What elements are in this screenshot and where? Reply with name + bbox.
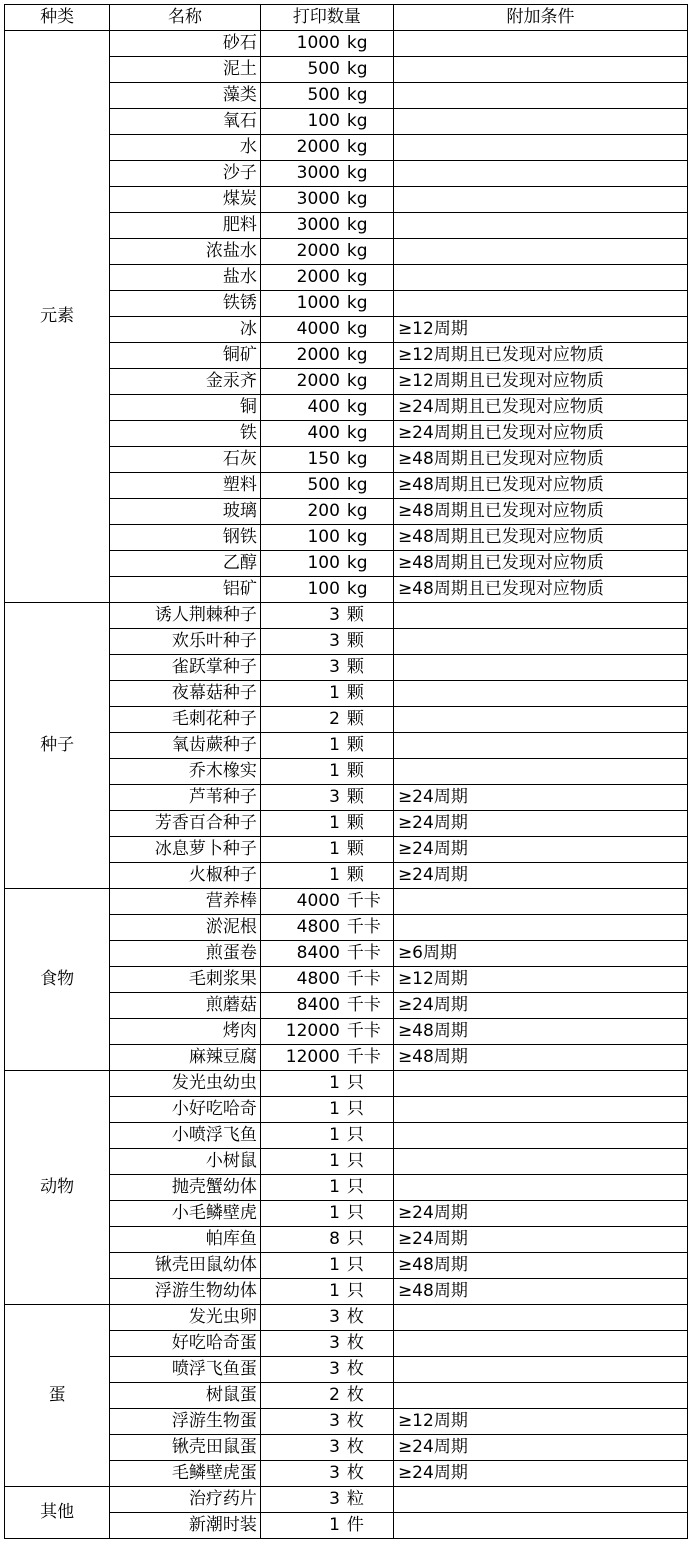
condition-cell: ≥48周期 — [393, 1019, 687, 1045]
quantity-cell: 4800 — [260, 915, 343, 941]
name-cell: 盐水 — [110, 265, 261, 291]
name-cell: 夜幕菇种子 — [110, 681, 261, 707]
condition-cell — [393, 265, 687, 291]
condition-cell: ≥24周期 — [393, 993, 687, 1019]
condition-cell — [393, 1487, 687, 1513]
unit-cell: 粒 — [343, 1487, 394, 1513]
condition-cell: ≥24周期且已发现对应物质 — [393, 421, 687, 447]
condition-cell — [393, 1383, 687, 1409]
name-cell: 麻辣豆腐 — [110, 1045, 261, 1071]
table-row — [5, 1071, 688, 1097]
quantity-cell: 3 — [260, 1357, 343, 1383]
condition-cell: ≥48周期 — [393, 1279, 687, 1305]
quantity-cell: 8400 — [260, 993, 343, 1019]
condition-cell: ≥24周期 — [393, 1435, 687, 1461]
condition-cell: ≥48周期且已发现对应物质 — [393, 447, 687, 473]
unit-cell: 枚 — [343, 1331, 394, 1357]
quantity-cell: 1 — [260, 1097, 343, 1123]
condition-cell: ≥6周期 — [393, 941, 687, 967]
quantity-cell: 500 — [260, 57, 343, 83]
quantity-cell: 1 — [260, 759, 343, 785]
table-row — [5, 1305, 688, 1331]
unit-cell: 只 — [343, 1071, 394, 1097]
quantity-cell: 1 — [260, 837, 343, 863]
unit-cell: 颗 — [343, 863, 394, 889]
quantity-cell: 2000 — [260, 369, 343, 395]
quantity-cell: 1 — [260, 1253, 343, 1279]
condition-cell — [393, 1071, 687, 1097]
condition-cell: ≥48周期且已发现对应物质 — [393, 551, 687, 577]
condition-cell: ≥24周期且已发现对应物质 — [393, 395, 687, 421]
condition-cell — [393, 1357, 687, 1383]
quantity-cell: 3 — [260, 629, 343, 655]
quantity-cell: 2000 — [260, 265, 343, 291]
quantity-cell: 1 — [260, 1201, 343, 1227]
unit-cell: kg — [343, 291, 394, 317]
unit-cell: 枚 — [343, 1383, 394, 1409]
unit-cell: 颗 — [343, 707, 394, 733]
header-row — [5, 5, 688, 31]
quantity-cell: 1 — [260, 681, 343, 707]
name-cell: 煤炭 — [110, 187, 261, 213]
quantity-cell: 500 — [260, 473, 343, 499]
name-cell: 冰息萝卜种子 — [110, 837, 261, 863]
condition-cell: ≥24周期 — [393, 1227, 687, 1253]
name-cell: 冰 — [110, 317, 261, 343]
unit-cell: 只 — [343, 1253, 394, 1279]
name-cell: 毛刺花种子 — [110, 707, 261, 733]
quantity-cell: 3000 — [260, 161, 343, 187]
condition-cell: ≥48周期 — [393, 1253, 687, 1279]
category-cell: 其他 — [5, 1487, 110, 1539]
table-row — [5, 889, 688, 915]
quantity-cell: 12000 — [260, 1019, 343, 1045]
quantity-cell: 4800 — [260, 967, 343, 993]
name-cell: 新潮时装 — [110, 1513, 261, 1539]
unit-cell: 枚 — [343, 1305, 394, 1331]
condition-cell: ≥24周期 — [393, 785, 687, 811]
quantity-cell: 4000 — [260, 317, 343, 343]
quantity-cell: 2 — [260, 707, 343, 733]
quantity-cell: 1 — [260, 1149, 343, 1175]
quantity-cell: 8 — [260, 1227, 343, 1253]
name-cell: 浮游生物蛋 — [110, 1409, 261, 1435]
table-body — [5, 31, 688, 1539]
unit-cell: kg — [343, 317, 394, 343]
quantity-cell: 1 — [260, 1071, 343, 1097]
name-cell: 喷浮飞鱼蛋 — [110, 1357, 261, 1383]
name-cell: 铁 — [110, 421, 261, 447]
condition-cell — [393, 629, 687, 655]
name-cell: 塑料 — [110, 473, 261, 499]
condition-cell: ≥12周期 — [393, 967, 687, 993]
name-cell: 泥土 — [110, 57, 261, 83]
unit-cell: 颗 — [343, 837, 394, 863]
condition-cell: ≥48周期且已发现对应物质 — [393, 499, 687, 525]
unit-cell: 颗 — [343, 811, 394, 837]
header-name: 名称 — [110, 5, 261, 31]
name-cell: 小好吃哈奇 — [110, 1097, 261, 1123]
unit-cell: kg — [343, 577, 394, 603]
condition-cell — [393, 1331, 687, 1357]
quantity-cell: 500 — [260, 83, 343, 109]
name-cell: 好吃哈奇蛋 — [110, 1331, 261, 1357]
quantity-cell: 1000 — [260, 291, 343, 317]
condition-cell: ≥24周期 — [393, 811, 687, 837]
name-cell: 铜矿 — [110, 343, 261, 369]
quantity-cell: 2000 — [260, 343, 343, 369]
condition-cell: ≥24周期 — [393, 837, 687, 863]
name-cell: 煎蛋卷 — [110, 941, 261, 967]
name-cell: 小树鼠 — [110, 1149, 261, 1175]
unit-cell: kg — [343, 265, 394, 291]
name-cell: 欢乐叶种子 — [110, 629, 261, 655]
unit-cell: kg — [343, 239, 394, 265]
quantity-cell: 3 — [260, 1305, 343, 1331]
category-cell: 元素 — [5, 31, 110, 603]
condition-cell: ≥12周期 — [393, 317, 687, 343]
name-cell: 石灰 — [110, 447, 261, 473]
quantity-cell: 12000 — [260, 1045, 343, 1071]
unit-cell: kg — [343, 31, 394, 57]
name-cell: 锹壳田鼠蛋 — [110, 1435, 261, 1461]
table-row — [5, 1487, 688, 1513]
unit-cell: 只 — [343, 1097, 394, 1123]
quantity-cell: 1 — [260, 733, 343, 759]
name-cell: 铝矿 — [110, 577, 261, 603]
condition-cell: ≥24周期 — [393, 1461, 687, 1487]
name-cell: 毛刺浆果 — [110, 967, 261, 993]
unit-cell: kg — [343, 447, 394, 473]
print-table — [4, 4, 688, 1539]
category-cell: 动物 — [5, 1071, 110, 1305]
condition-cell — [393, 1175, 687, 1201]
name-cell: 砂石 — [110, 31, 261, 57]
name-cell: 发光虫幼虫 — [110, 1071, 261, 1097]
condition-cell — [393, 187, 687, 213]
condition-cell — [393, 57, 687, 83]
name-cell: 帕库鱼 — [110, 1227, 261, 1253]
name-cell: 乔木橡实 — [110, 759, 261, 785]
name-cell: 毛鳞壁虎蛋 — [110, 1461, 261, 1487]
quantity-cell: 3 — [260, 785, 343, 811]
unit-cell: 枚 — [343, 1435, 394, 1461]
unit-cell: 千卡 — [343, 967, 394, 993]
unit-cell: kg — [343, 57, 394, 83]
unit-cell: 千卡 — [343, 889, 394, 915]
unit-cell: 只 — [343, 1201, 394, 1227]
unit-cell: 只 — [343, 1123, 394, 1149]
name-cell: 淤泥根 — [110, 915, 261, 941]
condition-cell — [393, 31, 687, 57]
unit-cell: kg — [343, 135, 394, 161]
table-row — [5, 31, 688, 57]
quantity-cell: 1 — [260, 811, 343, 837]
condition-cell: ≥12周期且已发现对应物质 — [393, 343, 687, 369]
name-cell: 营养棒 — [110, 889, 261, 915]
name-cell: 肥料 — [110, 213, 261, 239]
quantity-cell: 1000 — [260, 31, 343, 57]
name-cell: 藻类 — [110, 83, 261, 109]
condition-cell: ≥48周期 — [393, 1045, 687, 1071]
name-cell: 沙子 — [110, 161, 261, 187]
condition-cell — [393, 239, 687, 265]
quantity-cell: 3 — [260, 1409, 343, 1435]
condition-cell — [393, 109, 687, 135]
unit-cell: 千卡 — [343, 941, 394, 967]
condition-cell — [393, 759, 687, 785]
unit-cell: kg — [343, 525, 394, 551]
name-cell: 铜 — [110, 395, 261, 421]
quantity-cell: 1 — [260, 1175, 343, 1201]
unit-cell: 颗 — [343, 759, 394, 785]
category-cell: 种子 — [5, 603, 110, 889]
condition-cell: ≥24周期 — [393, 1201, 687, 1227]
header-category: 种类 — [5, 5, 110, 31]
name-cell: 玻璃 — [110, 499, 261, 525]
unit-cell: 枚 — [343, 1461, 394, 1487]
name-cell: 水 — [110, 135, 261, 161]
condition-cell — [393, 733, 687, 759]
quantity-cell: 100 — [260, 577, 343, 603]
condition-cell — [393, 161, 687, 187]
quantity-cell: 3000 — [260, 187, 343, 213]
name-cell: 小喷浮飞鱼 — [110, 1123, 261, 1149]
condition-cell — [393, 213, 687, 239]
quantity-cell: 400 — [260, 395, 343, 421]
unit-cell: 颗 — [343, 681, 394, 707]
condition-cell: ≥24周期 — [393, 863, 687, 889]
quantity-cell: 1 — [260, 1513, 343, 1539]
condition-cell — [393, 681, 687, 707]
unit-cell: 只 — [343, 1279, 394, 1305]
unit-cell: 颗 — [343, 603, 394, 629]
name-cell: 火椒种子 — [110, 863, 261, 889]
quantity-cell: 3 — [260, 655, 343, 681]
quantity-cell: 100 — [260, 525, 343, 551]
name-cell: 芦苇种子 — [110, 785, 261, 811]
quantity-cell: 8400 — [260, 941, 343, 967]
quantity-cell: 3 — [260, 1331, 343, 1357]
unit-cell: 千卡 — [343, 993, 394, 1019]
condition-cell — [393, 1123, 687, 1149]
condition-cell — [393, 83, 687, 109]
name-cell: 烤肉 — [110, 1019, 261, 1045]
condition-cell — [393, 135, 687, 161]
header-quantity: 打印数量 — [260, 5, 393, 31]
category-cell: 蛋 — [5, 1305, 110, 1487]
condition-cell — [393, 291, 687, 317]
quantity-cell: 3 — [260, 1461, 343, 1487]
name-cell: 煎蘑菇 — [110, 993, 261, 1019]
header-condition: 附加条件 — [393, 5, 687, 31]
name-cell: 雀跃掌种子 — [110, 655, 261, 681]
condition-cell — [393, 889, 687, 915]
unit-cell: kg — [343, 473, 394, 499]
condition-cell — [393, 1513, 687, 1539]
table-row — [5, 603, 688, 629]
unit-cell: 只 — [343, 1149, 394, 1175]
name-cell: 诱人荆棘种子 — [110, 603, 261, 629]
name-cell: 铁锈 — [110, 291, 261, 317]
unit-cell: 千卡 — [343, 1019, 394, 1045]
quantity-cell: 3000 — [260, 213, 343, 239]
name-cell: 氧齿蕨种子 — [110, 733, 261, 759]
unit-cell: kg — [343, 369, 394, 395]
condition-cell: ≥48周期且已发现对应物质 — [393, 473, 687, 499]
name-cell: 树鼠蛋 — [110, 1383, 261, 1409]
unit-cell: kg — [343, 551, 394, 577]
quantity-cell: 2000 — [260, 239, 343, 265]
unit-cell: kg — [343, 109, 394, 135]
name-cell: 乙醇 — [110, 551, 261, 577]
name-cell: 发光虫卵 — [110, 1305, 261, 1331]
unit-cell: kg — [343, 343, 394, 369]
unit-cell: kg — [343, 213, 394, 239]
quantity-cell: 3 — [260, 1435, 343, 1461]
unit-cell: kg — [343, 499, 394, 525]
condition-cell — [393, 1097, 687, 1123]
unit-cell: 颗 — [343, 733, 394, 759]
unit-cell: 颗 — [343, 785, 394, 811]
quantity-cell: 3 — [260, 603, 343, 629]
category-cell: 食物 — [5, 889, 110, 1071]
unit-cell: kg — [343, 421, 394, 447]
name-cell: 金汞齐 — [110, 369, 261, 395]
quantity-cell: 2000 — [260, 135, 343, 161]
unit-cell: kg — [343, 395, 394, 421]
unit-cell: 件 — [343, 1513, 394, 1539]
quantity-cell: 1 — [260, 1279, 343, 1305]
name-cell: 治疗药片 — [110, 1487, 261, 1513]
unit-cell: kg — [343, 187, 394, 213]
name-cell: 芳香百合种子 — [110, 811, 261, 837]
condition-cell: ≥48周期且已发现对应物质 — [393, 525, 687, 551]
unit-cell: 只 — [343, 1227, 394, 1253]
name-cell: 抛壳蟹幼体 — [110, 1175, 261, 1201]
condition-cell — [393, 707, 687, 733]
name-cell: 浓盐水 — [110, 239, 261, 265]
quantity-cell: 150 — [260, 447, 343, 473]
unit-cell: 枚 — [343, 1409, 394, 1435]
quantity-cell: 100 — [260, 109, 343, 135]
quantity-cell: 4000 — [260, 889, 343, 915]
name-cell: 浮游生物幼体 — [110, 1279, 261, 1305]
condition-cell — [393, 655, 687, 681]
unit-cell: 枚 — [343, 1357, 394, 1383]
unit-cell: 颗 — [343, 629, 394, 655]
condition-cell — [393, 1149, 687, 1175]
unit-cell: kg — [343, 83, 394, 109]
name-cell: 氧石 — [110, 109, 261, 135]
name-cell: 钢铁 — [110, 525, 261, 551]
quantity-cell: 3 — [260, 1487, 343, 1513]
unit-cell: 千卡 — [343, 1045, 394, 1071]
quantity-cell: 1 — [260, 863, 343, 889]
condition-cell: ≥12周期 — [393, 1409, 687, 1435]
condition-cell: ≥12周期且已发现对应物质 — [393, 369, 687, 395]
condition-cell — [393, 1305, 687, 1331]
condition-cell — [393, 603, 687, 629]
unit-cell: 千卡 — [343, 915, 394, 941]
quantity-cell: 2 — [260, 1383, 343, 1409]
quantity-cell: 1 — [260, 1123, 343, 1149]
condition-cell — [393, 915, 687, 941]
name-cell: 锹壳田鼠幼体 — [110, 1253, 261, 1279]
name-cell: 小毛鳞壁虎 — [110, 1201, 261, 1227]
unit-cell: kg — [343, 161, 394, 187]
unit-cell: 只 — [343, 1175, 394, 1201]
quantity-cell: 200 — [260, 499, 343, 525]
condition-cell: ≥48周期且已发现对应物质 — [393, 577, 687, 603]
quantity-cell: 100 — [260, 551, 343, 577]
quantity-cell: 400 — [260, 421, 343, 447]
unit-cell: 颗 — [343, 655, 394, 681]
